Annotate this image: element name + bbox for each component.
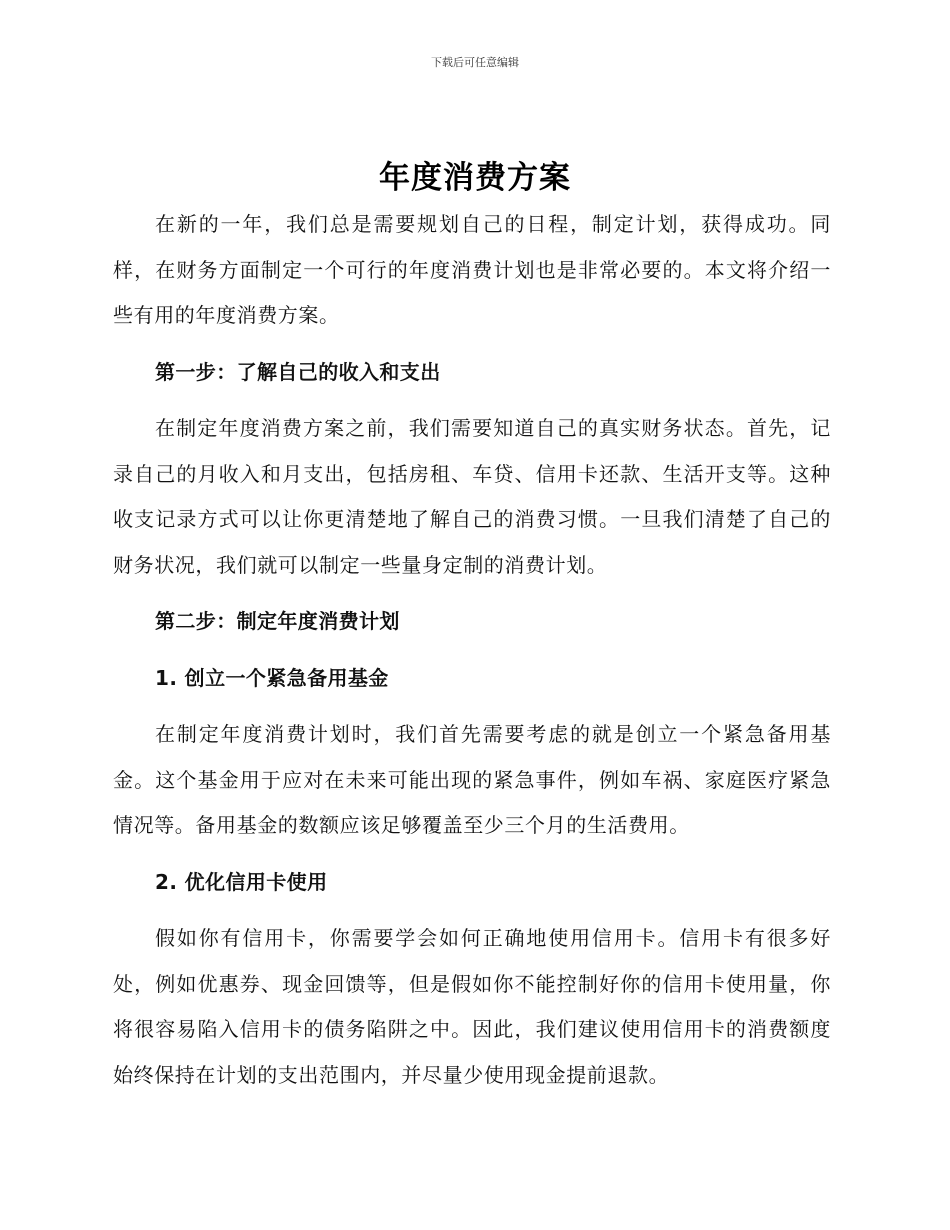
- intro-paragraph: 在新的一年，我们总是需要规划自己的日程，制定计划，获得成功。同样，在财务方面制定一个可行的年度消费计划也是非常必要的。本文将介绍一些有用的年度消费方案。: [113, 212, 831, 327]
- document-title: 年度消费方案: [379, 160, 571, 196]
- step1-paragraph: 在制定年度消费方案之前，我们需要知道自己的真实财务状态。首先，记录自己的月收入和月支出，包括房租、车贷、信用卡还款、生活开支等。这种收支记录方式可以让你更清楚地了解自己的消费习惯。一旦我们清楚了自己的财务状况，我们就可以制定一些量身定制的消费计划。: [113, 416, 831, 577]
- step2-heading: 第二步：制定年度消费计划: [155, 609, 400, 633]
- item1-heading: 1. 创立一个紧急备用基金: [155, 665, 389, 690]
- item2-heading: 2. 优化信用卡使用: [155, 869, 328, 894]
- item1-paragraph: 在制定年度消费计划时，我们首先需要考虑的就是创立一个紧急备用基金。这个基金用于应对在未来可能出现的紧急事件，例如车祸、家庭医疗紧急情况等。备用基金的数额应该足够覆盖至少三个月的生活费用。: [113, 722, 831, 837]
- document-body: [113, 202, 831, 1109]
- item2-paragraph: 假如你有信用卡，你需要学会如何正确地使用信用卡。信用卡有很多好处，例如优惠券、现金回馈等，但是假如你不能控制好你的信用卡使用量，你将很容易陷入信用卡的债务陷阱之中。因此，我们建议使用信用卡的消费额度始终保持在计划的支出范围内，并尽量少使用现金提前退款。: [113, 926, 831, 1087]
- header-note: 下载后可任意编辑: [431, 56, 519, 69]
- step1-heading: 第一步：了解自己的收入和支出: [155, 359, 441, 384]
